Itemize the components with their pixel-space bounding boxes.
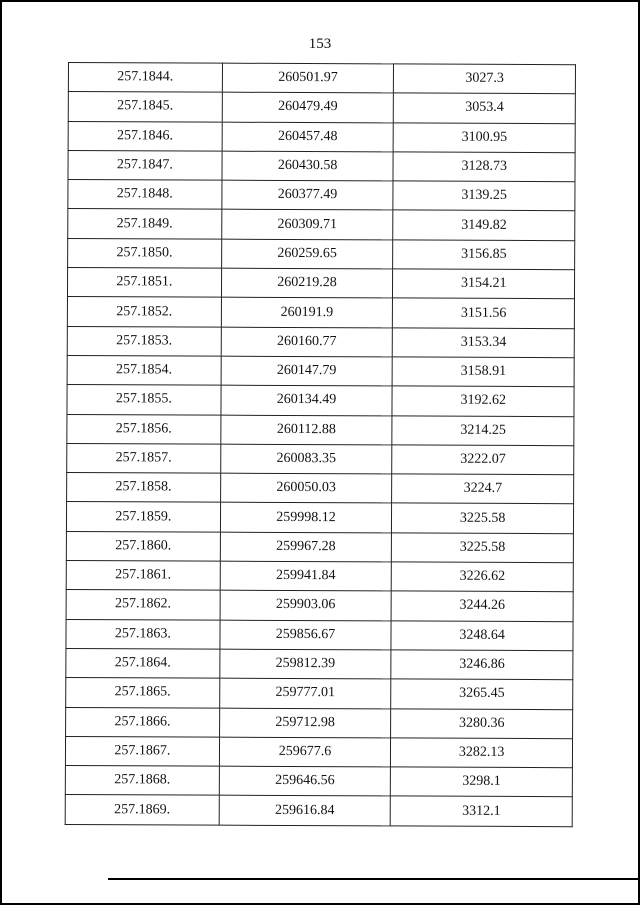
table-row	[67, 385, 574, 417]
x-coordinate-cell: 260259.65	[221, 239, 393, 269]
y-coordinate-cell: 3226.62	[392, 562, 574, 592]
y-coordinate-cell: 3246.86	[391, 650, 573, 680]
y-coordinate-cell: 3225.58	[392, 533, 574, 563]
x-coordinate-cell: 260309.71	[221, 210, 393, 240]
table-row	[65, 795, 572, 827]
point-id-cell: 257.1867.	[65, 736, 219, 766]
table-row	[66, 561, 573, 593]
y-coordinate-cell: 3298.1	[391, 767, 573, 797]
x-coordinate-cell: 260160.77	[221, 327, 393, 357]
table-row	[68, 180, 575, 212]
x-coordinate-cell: 259616.84	[219, 796, 391, 826]
table-row	[68, 209, 575, 241]
x-coordinate-cell: 260430.58	[222, 151, 394, 181]
point-id-cell: 257.1855.	[67, 385, 221, 415]
y-coordinate-cell: 3312.1	[391, 796, 573, 826]
point-id-cell: 257.1869.	[65, 795, 219, 825]
table-row	[68, 150, 575, 182]
x-coordinate-cell: 260050.03	[220, 473, 392, 503]
x-coordinate-cell: 259677.6	[219, 737, 391, 767]
x-coordinate-cell: 259777.01	[219, 678, 391, 708]
table-row	[67, 326, 574, 358]
y-coordinate-cell: 3192.62	[392, 386, 574, 416]
point-id-cell: 257.1846.	[68, 121, 222, 151]
table-row	[66, 707, 573, 739]
x-coordinate-cell: 259998.12	[220, 503, 392, 533]
table-row	[67, 414, 574, 446]
table-row	[66, 502, 573, 534]
x-coordinate-cell: 259903.06	[220, 591, 392, 621]
y-coordinate-cell: 3053.4	[394, 93, 576, 123]
table-row	[66, 590, 573, 622]
x-coordinate-cell: 260112.88	[221, 415, 393, 445]
bottom-rule	[108, 878, 640, 880]
table-row	[67, 297, 574, 329]
y-coordinate-cell: 3027.3	[394, 64, 576, 94]
table-row	[65, 766, 572, 798]
point-id-cell: 257.1860.	[66, 531, 220, 561]
y-coordinate-cell: 3100.95	[393, 123, 575, 153]
x-coordinate-cell: 260134.49	[221, 385, 393, 415]
coordinates-table	[65, 62, 576, 827]
y-coordinate-cell: 3244.26	[391, 591, 573, 621]
point-id-cell: 257.1857.	[67, 443, 221, 473]
table-row	[66, 678, 573, 710]
y-coordinate-cell: 3156.85	[393, 240, 575, 270]
y-coordinate-cell: 3248.64	[391, 621, 573, 651]
y-coordinate-cell: 3282.13	[391, 738, 573, 768]
table-row	[68, 238, 575, 270]
x-coordinate-cell: 259646.56	[219, 766, 391, 796]
x-coordinate-cell: 259812.39	[220, 649, 392, 679]
page-number: 153	[308, 36, 332, 52]
coordinates-table-body	[65, 63, 575, 827]
point-id-cell: 257.1844.	[68, 63, 222, 93]
y-coordinate-cell: 3265.45	[391, 679, 573, 709]
table-row	[68, 92, 575, 124]
x-coordinate-cell: 260191.9	[221, 298, 393, 328]
point-id-cell: 257.1868.	[65, 766, 219, 796]
x-coordinate-cell: 260377.49	[222, 180, 394, 210]
point-id-cell: 257.1865.	[66, 678, 220, 708]
point-id-cell: 257.1858.	[67, 473, 221, 503]
point-id-cell: 257.1863.	[66, 619, 220, 649]
point-id-cell: 257.1850.	[68, 238, 222, 268]
y-coordinate-cell: 3128.73	[393, 152, 575, 182]
y-coordinate-cell: 3139.25	[393, 181, 575, 211]
table-row	[66, 648, 573, 680]
table-row	[65, 736, 572, 768]
point-id-cell: 257.1864.	[66, 648, 220, 678]
x-coordinate-cell: 260219.28	[221, 268, 393, 298]
point-id-cell: 257.1845.	[68, 92, 222, 122]
table-row	[68, 63, 575, 95]
y-coordinate-cell: 3224.7	[392, 474, 574, 504]
x-coordinate-cell: 259856.67	[220, 620, 392, 650]
x-coordinate-cell: 260147.79	[221, 356, 393, 386]
table-row	[66, 619, 573, 651]
x-coordinate-cell: 259941.84	[220, 561, 392, 591]
x-coordinate-cell: 260457.48	[222, 122, 394, 152]
point-id-cell: 257.1849.	[68, 209, 222, 239]
x-coordinate-cell: 260479.49	[222, 92, 394, 122]
y-coordinate-cell: 3280.36	[391, 708, 573, 738]
y-coordinate-cell: 3225.58	[392, 503, 574, 533]
point-id-cell: 257.1862.	[66, 590, 220, 620]
table-row	[67, 268, 574, 300]
point-id-cell: 257.1859.	[66, 502, 220, 532]
point-id-cell: 257.1854.	[67, 355, 221, 385]
y-coordinate-cell: 3153.34	[393, 328, 575, 358]
point-id-cell: 257.1848.	[68, 180, 222, 210]
point-id-cell: 257.1853.	[67, 326, 221, 356]
y-coordinate-cell: 3151.56	[393, 298, 575, 328]
point-id-cell: 257.1856.	[67, 414, 221, 444]
point-id-cell: 257.1852.	[67, 297, 221, 327]
x-coordinate-cell: 259967.28	[220, 532, 392, 562]
y-coordinate-cell: 3222.07	[392, 445, 574, 475]
point-id-cell: 257.1847.	[68, 150, 222, 180]
table-row	[66, 531, 573, 563]
x-coordinate-cell: 260501.97	[222, 63, 394, 93]
point-id-cell: 257.1851.	[67, 268, 221, 298]
y-coordinate-cell: 3214.25	[392, 415, 574, 445]
point-id-cell: 257.1866.	[66, 707, 220, 737]
x-coordinate-cell: 260083.35	[220, 444, 392, 474]
table-row	[67, 443, 574, 475]
table-row	[68, 121, 575, 153]
point-id-cell: 257.1861.	[66, 561, 220, 591]
y-coordinate-cell: 3154.21	[393, 269, 575, 299]
y-coordinate-cell: 3149.82	[393, 210, 575, 240]
x-coordinate-cell: 259712.98	[219, 708, 391, 738]
table-row	[67, 473, 574, 505]
table-row	[67, 355, 574, 387]
y-coordinate-cell: 3158.91	[392, 357, 574, 387]
